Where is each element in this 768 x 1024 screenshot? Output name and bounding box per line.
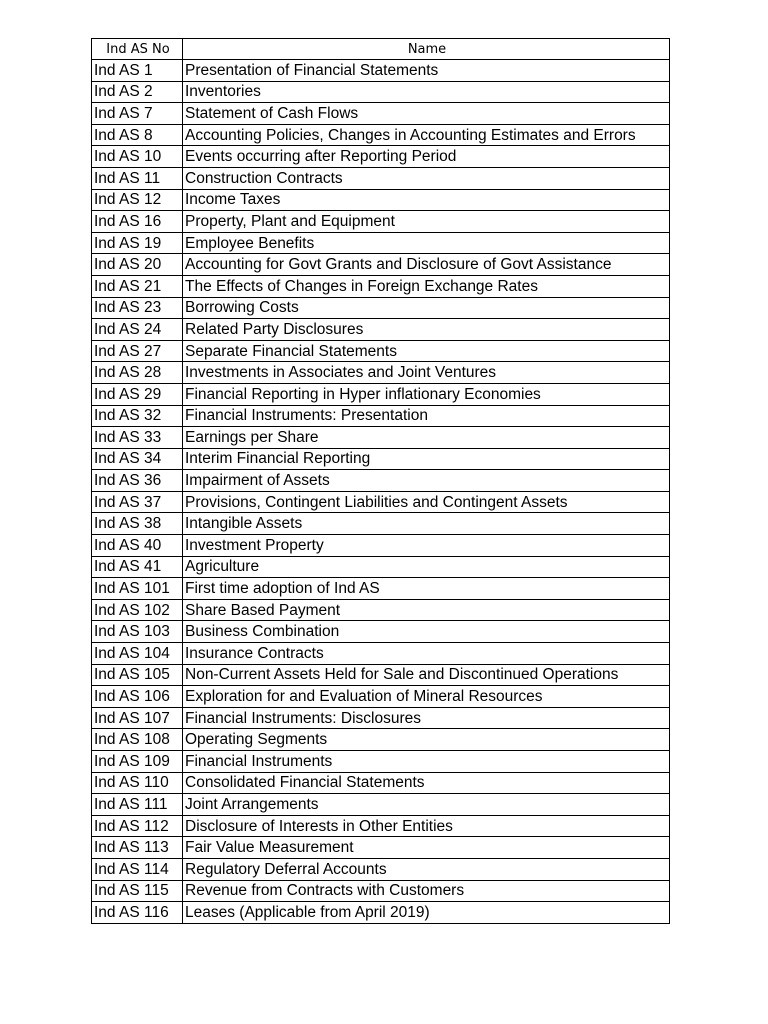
- standard-name-cell: Financial Reporting in Hyper inflationary Economies: [183, 383, 670, 405]
- standard-name-cell: Investment Property: [183, 535, 670, 557]
- table-row: [92, 751, 670, 773]
- standard-number-cell: Ind AS 114: [92, 858, 183, 880]
- table-row: [92, 837, 670, 859]
- table-row: [92, 902, 670, 924]
- standard-number-cell: Ind AS 28: [92, 362, 183, 384]
- table-row: [92, 254, 670, 276]
- standard-number-cell: Ind AS 2: [92, 81, 183, 103]
- standard-name-cell: Investments in Associates and Joint Ventures: [183, 362, 670, 384]
- standard-name-cell: Financial Instruments: [183, 751, 670, 773]
- standard-number-cell: Ind AS 115: [92, 880, 183, 902]
- standard-number-cell: Ind AS 41: [92, 556, 183, 578]
- standard-number-cell: Ind AS 102: [92, 599, 183, 621]
- table-header: [92, 39, 670, 60]
- table-row: [92, 491, 670, 513]
- table-body: [92, 60, 670, 924]
- table-row: [92, 232, 670, 254]
- standard-number-cell: Ind AS 29: [92, 383, 183, 405]
- standard-name-cell: Separate Financial Statements: [183, 340, 670, 362]
- table-row: [92, 707, 670, 729]
- standard-number-cell: Ind AS 32: [92, 405, 183, 427]
- standard-number-cell: Ind AS 105: [92, 664, 183, 686]
- standard-number-cell: Ind AS 27: [92, 340, 183, 362]
- table-row: [92, 858, 670, 880]
- standard-name-cell: Related Party Disclosures: [183, 319, 670, 341]
- table-row: [92, 556, 670, 578]
- table-row: [92, 794, 670, 816]
- table-row: [92, 535, 670, 557]
- standard-name-cell: Interim Financial Reporting: [183, 448, 670, 470]
- standard-name-cell: Non-Current Assets Held for Sale and Discontinued Operations: [183, 664, 670, 686]
- standard-number-cell: Ind AS 12: [92, 189, 183, 211]
- standard-number-cell: Ind AS 109: [92, 751, 183, 773]
- standard-number-cell: Ind AS 101: [92, 578, 183, 600]
- table-row: [92, 319, 670, 341]
- header-row: [92, 39, 670, 60]
- standard-number-cell: Ind AS 108: [92, 729, 183, 751]
- standard-name-cell: Employee Benefits: [183, 232, 670, 254]
- standard-number-cell: Ind AS 8: [92, 124, 183, 146]
- standard-number-cell: Ind AS 107: [92, 707, 183, 729]
- standard-number-cell: Ind AS 21: [92, 275, 183, 297]
- standard-number-cell: Ind AS 11: [92, 167, 183, 189]
- standard-number-cell: Ind AS 24: [92, 319, 183, 341]
- table-row: [92, 340, 670, 362]
- standard-name-cell: Accounting Policies, Changes in Accounting Estimates and Errors: [183, 124, 670, 146]
- standard-number-cell: Ind AS 104: [92, 643, 183, 665]
- table-row: [92, 167, 670, 189]
- standard-number-cell: Ind AS 10: [92, 146, 183, 168]
- standard-name-cell: Income Taxes: [183, 189, 670, 211]
- standard-name-cell: Financial Instruments: Disclosures: [183, 707, 670, 729]
- standard-number-cell: Ind AS 106: [92, 686, 183, 708]
- table-row: [92, 124, 670, 146]
- standard-name-cell: The Effects of Changes in Foreign Exchange Rates: [183, 275, 670, 297]
- table-row: [92, 383, 670, 405]
- table-row: [92, 146, 670, 168]
- table-row: [92, 880, 670, 902]
- standard-name-cell: Impairment of Assets: [183, 470, 670, 492]
- standard-name-cell: Business Combination: [183, 621, 670, 643]
- standard-name-cell: Provisions, Contingent Liabilities and Contingent Assets: [183, 491, 670, 513]
- table-row: [92, 664, 670, 686]
- standard-number-cell: Ind AS 110: [92, 772, 183, 794]
- standard-name-cell: Accounting for Govt Grants and Disclosure of Govt Assistance: [183, 254, 670, 276]
- standard-name-cell: Borrowing Costs: [183, 297, 670, 319]
- standard-name-cell: Share Based Payment: [183, 599, 670, 621]
- standard-name-cell: Revenue from Contracts with Customers: [183, 880, 670, 902]
- standard-number-cell: Ind AS 34: [92, 448, 183, 470]
- standard-number-cell: Ind AS 111: [92, 794, 183, 816]
- standard-name-cell: Statement of Cash Flows: [183, 103, 670, 125]
- table-row: [92, 686, 670, 708]
- table-row: [92, 772, 670, 794]
- standard-number-cell: Ind AS 33: [92, 427, 183, 449]
- standard-number-cell: Ind AS 16: [92, 211, 183, 233]
- standard-name-cell: Regulatory Deferral Accounts: [183, 858, 670, 880]
- standard-name-cell: First time adoption of Ind AS: [183, 578, 670, 600]
- standard-name-cell: Disclosure of Interests in Other Entities: [183, 815, 670, 837]
- standard-number-cell: Ind AS 20: [92, 254, 183, 276]
- standard-number-cell: Ind AS 112: [92, 815, 183, 837]
- standard-name-cell: Operating Segments: [183, 729, 670, 751]
- standard-number-cell: Ind AS 19: [92, 232, 183, 254]
- standard-name-cell: Joint Arrangements: [183, 794, 670, 816]
- standard-number-cell: Ind AS 7: [92, 103, 183, 125]
- table-row: [92, 81, 670, 103]
- table-row: [92, 470, 670, 492]
- table-row: [92, 729, 670, 751]
- standard-number-cell: Ind AS 23: [92, 297, 183, 319]
- standard-name-cell: Earnings per Share: [183, 427, 670, 449]
- table-row: [92, 211, 670, 233]
- table-row: [92, 362, 670, 384]
- standard-name-cell: Consolidated Financial Statements: [183, 772, 670, 794]
- standard-name-cell: Inventories: [183, 81, 670, 103]
- table-row: [92, 621, 670, 643]
- standard-number-cell: Ind AS 40: [92, 535, 183, 557]
- table-row: [92, 643, 670, 665]
- column-header-number: Ind AS No: [92, 39, 183, 60]
- ind-as-table: [91, 38, 670, 924]
- table-row: [92, 513, 670, 535]
- table-row: [92, 599, 670, 621]
- standard-name-cell: Property, Plant and Equipment: [183, 211, 670, 233]
- ind-as-sheet: [91, 38, 669, 924]
- standard-name-cell: Fair Value Measurement: [183, 837, 670, 859]
- standard-number-cell: Ind AS 116: [92, 902, 183, 924]
- table-row: [92, 578, 670, 600]
- table-row: [92, 815, 670, 837]
- standard-name-cell: Presentation of Financial Statements: [183, 60, 670, 82]
- standard-number-cell: Ind AS 103: [92, 621, 183, 643]
- table-row: [92, 448, 670, 470]
- standard-name-cell: Financial Instruments: Presentation: [183, 405, 670, 427]
- table-row: [92, 427, 670, 449]
- standard-name-cell: Exploration for and Evaluation of Mineral Resources: [183, 686, 670, 708]
- standard-name-cell: Construction Contracts: [183, 167, 670, 189]
- table-row: [92, 297, 670, 319]
- standard-name-cell: Agriculture: [183, 556, 670, 578]
- standard-number-cell: Ind AS 1: [92, 60, 183, 82]
- standard-name-cell: Events occurring after Reporting Period: [183, 146, 670, 168]
- table-row: [92, 103, 670, 125]
- standard-number-cell: Ind AS 38: [92, 513, 183, 535]
- table-row: [92, 275, 670, 297]
- standard-name-cell: Leases (Applicable from April 2019): [183, 902, 670, 924]
- standard-name-cell: Intangible Assets: [183, 513, 670, 535]
- table-row: [92, 189, 670, 211]
- table-row: [92, 405, 670, 427]
- standard-number-cell: Ind AS 37: [92, 491, 183, 513]
- standard-number-cell: Ind AS 36: [92, 470, 183, 492]
- table-row: [92, 60, 670, 82]
- column-header-name: Name: [183, 39, 670, 60]
- standard-name-cell: Insurance Contracts: [183, 643, 670, 665]
- standard-number-cell: Ind AS 113: [92, 837, 183, 859]
